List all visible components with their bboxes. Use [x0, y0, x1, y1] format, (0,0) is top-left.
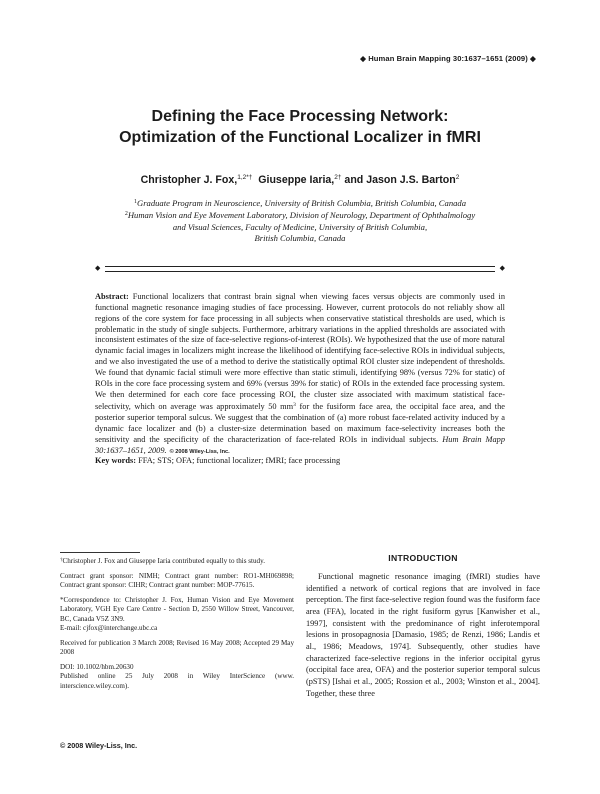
footnote-correspondence: *Correspondence to: Christopher J. Fox, Human Vision and Eye Movement Laboratory, VGH Eye Care Centre - Section D, 2550 Willow Street, Vancouver, BC, Canada V5Z 3N9.: [60, 595, 294, 623]
author-list: [60, 174, 540, 186]
footnote-received: Received for publication 3 March 2008; Revised 16 May 2008; Accepted 29 May 2008: [60, 638, 294, 656]
article-title: [60, 106, 540, 148]
separator-rule-bottom: [105, 271, 495, 272]
author-conjunction: and: [344, 174, 364, 186]
running-header: ◆ Human Brain Mapping 30:1637–1651 (2009) ◆: [360, 54, 536, 63]
abstract: [95, 292, 505, 458]
footnote-rule: [60, 552, 140, 553]
abstract-superscript: 3: [293, 402, 296, 409]
abstract-copyright: © 2008 Wiley-Liss, Inc.: [169, 448, 230, 455]
keywords-label: Key words:: [95, 456, 137, 465]
keywords: [95, 456, 505, 465]
title-line-2: Optimization of the Functional Localizer in fMRI: [119, 129, 481, 146]
abstract-label: Abstract:: [95, 292, 129, 301]
abstract-text: Functional localizers that contrast brain signal when viewing faces versus objects are commonly used in functional magnetic resonance imaging studies of face processing. However, current protocols do not reliably show all regions of the core system for face processing in all subjects when conservative statistical thresholds are used, which is problematic in the study of single subjects. Furthermore, arbitrary variations in the applied thresholds are associated with inconsistent estimates of the size of face-selective regions-of-interest (ROIs). We hypothesized that the use of more natural dynamic facial images in localizers might increase the likelihood of identifying face-selective ROIs in individual subjects, and we also investigated the use of a method to derive the statistically optimal ROI cluster size independent of thresholds. We found that dynamic facial stimuli were more effective than static stimuli, identifying 98% (versus 72% for static) of ROIs in the core face processing system and 69% (versus 39% for static) of ROIs in the extended face processing system. We then determined for each core face processing ROI, the cluster size associated with maximum statistical face-selectivity, which on average was approximately 50 mm: [95, 292, 505, 412]
author-barton: Jason J.S. Barton: [366, 174, 456, 186]
footnote-grants: Contract grant sponsor: NIMH; Contract grant number: RO1-MH069898; Contract grant sponsor: CIHR; Contract grant number: MOP-77615.: [60, 571, 294, 589]
affiliations: [60, 197, 540, 245]
separator-diamond-right: ◆: [499, 264, 505, 272]
author-barton-marks: 2: [455, 174, 460, 181]
author-fox: Christopher J. Fox,: [140, 174, 238, 186]
affiliation-1: $^1$Graduate Program in Neuroscience, University of British Columbia, British Columbia, Canada: [133, 198, 467, 208]
keywords-text: FFA; STS; OFA; functional localizer; fMRI; face processing: [138, 456, 341, 465]
author-fox-marks: 1,2*†: [237, 174, 253, 181]
affiliation-2-cont: and Visual Sciences, Faculty of Medicine, University of British Columbia,: [172, 221, 428, 232]
introduction-heading: INTRODUCTION: [388, 553, 458, 563]
affiliation-2-cont-2: British Columbia, Canada: [254, 233, 346, 244]
footnote-email: E-mail: cjfox@interchange.ubc.ca: [60, 624, 158, 632]
abstract-citation: Hum Brain Mapp 30:1637–1651, 2009.: [95, 434, 505, 455]
page-footer: © 2008 Wiley-Liss, Inc.: [60, 741, 138, 750]
separator-diamond-left: ◆: [95, 264, 101, 272]
title-line-1: Defining the Face Processing Network:: [151, 108, 449, 125]
abstract-text-cont: for the fusiform face area, the occipital face area, and the posterior superior temporal sulcus. We suggest that the combination of (a) more robust face-related activity induced by a dynamic face localizer and (b) a cluster-size determination based on maximum face-selectivity increases both the sensitivity and the specificity of the characterization of face-related ROIs in individual subjects.: [95, 402, 505, 444]
author-iaria-marks: 2†: [334, 174, 342, 181]
author-iaria: Giuseppe Iaria,: [258, 174, 335, 186]
footnote-doi: DOI: 10.1002/hbm.20630: [60, 662, 134, 671]
introduction-text: Functional magnetic resonance imaging (fMRI) studies have identified a network of cortical regions that are involved in face perception. The first face-selective region found was the fusiform face area (FFA), located in the right fusiform gyrus [Kanwisher et al., 1997], consistent with the predominance of right inferotemporal lesions in prosopagnosia [Damasio, 1985; de Renzi, 1986; Landis et al., 1986; Meadows, 1974]. Subsequently, other studies have characterized face-selective regions in the inferior occipital gyrus (occipital face area, OFA) and the posterior superior temporal sulcus (pSTS) [Ishai et al., 2005; Rossion et al., 2003; Winston et al., 2004]. Together, these three: [306, 572, 540, 698]
section-separator: [95, 262, 505, 276]
affiliation-2: $^2$Human Vision and Eye Movement Laboratory, Division of Neurology, Department of Ophthalmology: [124, 210, 476, 221]
footnotes: [60, 556, 294, 696]
separator-rule-top: [105, 266, 495, 267]
footnote-published: Published online 25 July 2008 in Wiley InterScience (www. interscience.wiley.com).: [60, 672, 294, 690]
footnote-equal-contribution: †Christopher J. Fox and Giuseppe Iaria contributed equally to this study.: [60, 557, 265, 565]
